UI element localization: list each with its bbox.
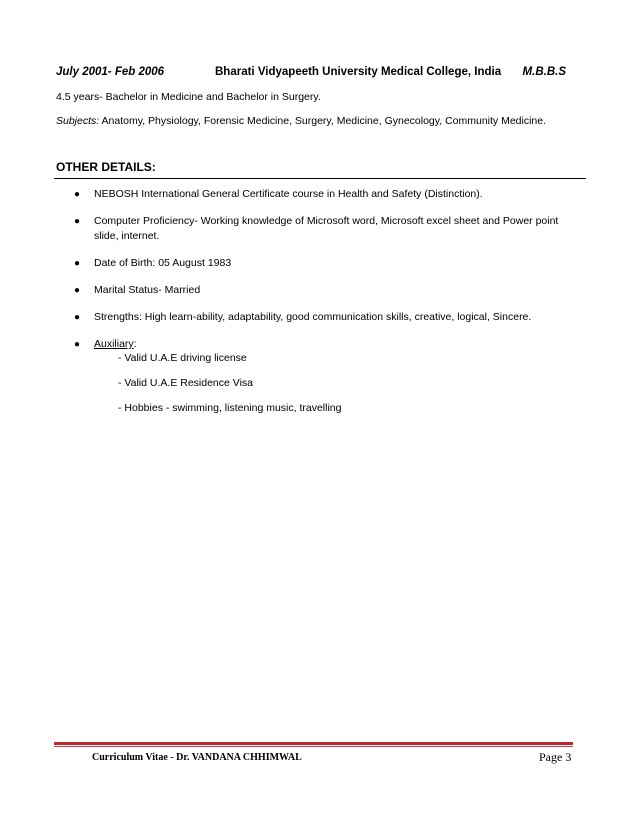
list-item [74,283,574,298]
bullet-icon: ● [74,312,81,323]
subjects-value: Anatomy, Physiology, Forensic Medicine, Surgery, Medicine, Gynecology, Community Medicine. [99,115,547,127]
footer-rule-thin [54,746,573,747]
bullet-icon: ● [74,189,81,200]
education-degree: M.B.B.S [522,66,566,78]
auxiliary-item: - Hobbies - swimming, listening music, travelling [118,402,342,414]
education-subjects [56,115,546,127]
list-item [74,187,574,202]
page-number: Page 3 [539,750,572,764]
list-item [74,310,574,325]
bullet-icon: ● [74,339,81,350]
list-item-auxiliary [74,337,574,352]
education-college: Bharati Vidyapeeth University Medical College, India [215,66,502,78]
footer-cv-title: Curriculum Vitae - Dr. VANDANA CHHIMWAL [92,752,302,763]
footer-rule [54,742,573,745]
education-duration: 4.5 years- Bachelor in Medicine and Bachelor in Surgery. [56,91,321,103]
section-divider [54,178,586,179]
list-item-text: NEBOSH International General Certificate course in Health and Safety (Distinction). [94,188,483,200]
bullet-icon: ● [74,216,81,227]
education-dates: July 2001- Feb 2006 [56,66,165,78]
bullet-icon: ● [74,285,81,296]
list-item-text: Strengths: High learn-ability, adaptability, good communication skills, creative, logical, Sincere. [94,311,532,323]
list-item-text: Computer Proficiency- Working knowledge of Microsoft word, Microsoft excel sheet and Power point slide, internet. [94,215,559,242]
bullet-icon: ● [74,258,81,269]
list-item [74,256,574,271]
list-item-text: Date of Birth: 05 August 1983 [94,257,232,269]
auxiliary-sublist [118,351,342,416]
auxiliary-label: Auxiliary [94,338,134,350]
other-details-list [74,187,574,352]
subjects-label: Subjects: [56,115,100,127]
auxiliary-item: - Valid U.A.E driving license [118,352,247,364]
education-entry-header [56,66,566,82]
list-item-text: Marital Status- Married [94,284,201,296]
auxiliary-item: - Valid U.A.E Residence Visa [118,377,254,389]
list-item [74,214,574,244]
auxiliary-colon: : [133,338,137,350]
other-details-heading: OTHER DETAILS: [56,160,156,174]
